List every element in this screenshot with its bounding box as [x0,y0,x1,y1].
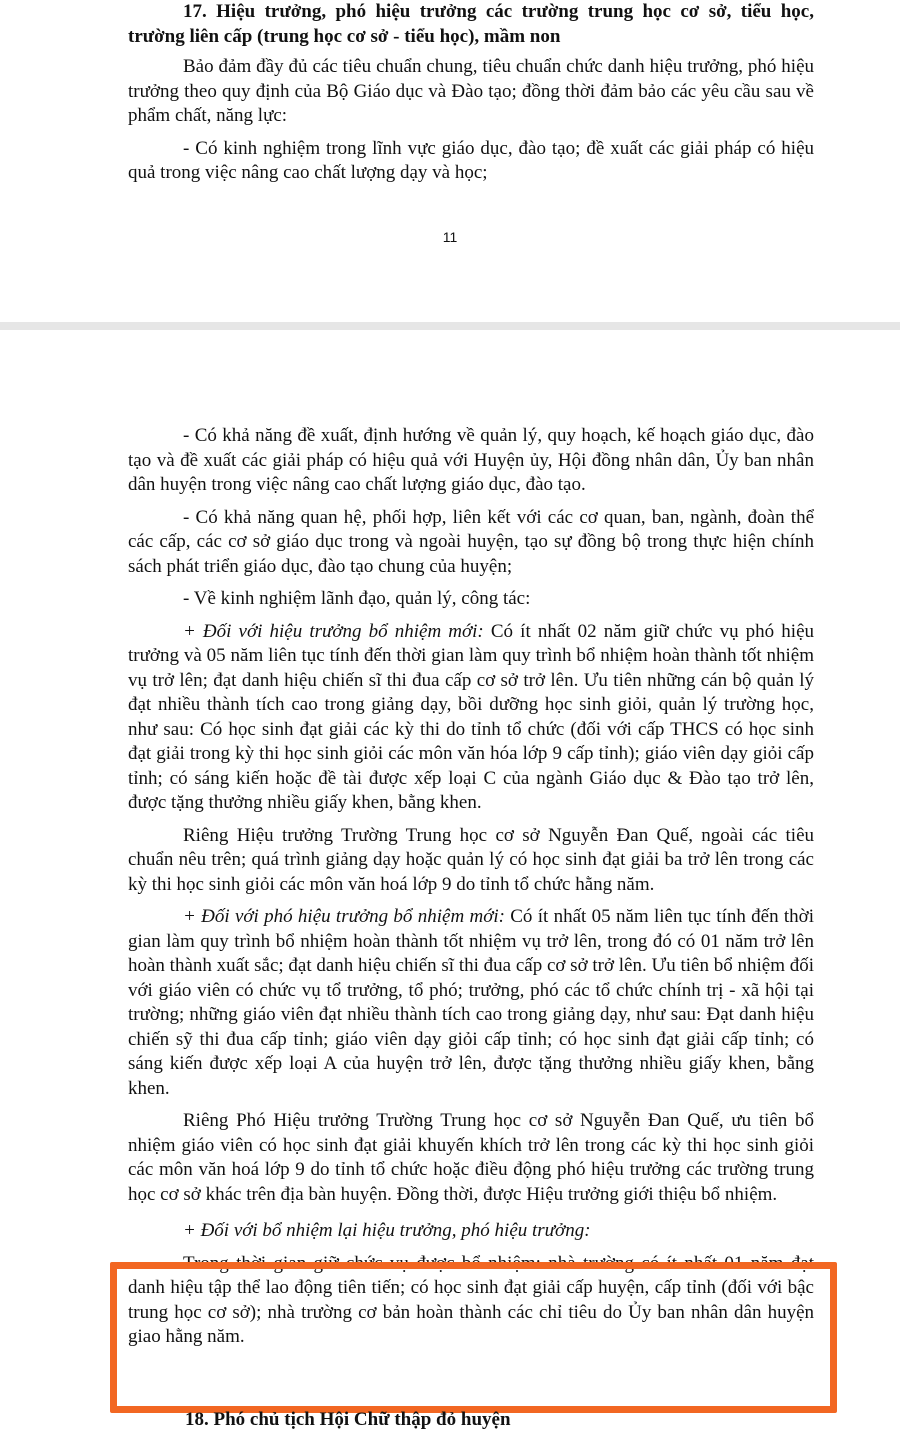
page-12-text [128,424,814,1350]
paragraph: - Có khả năng đề xuất, định hướng về quản lý, quy hoạch, kế hoạch giáo dục, đào tạo và đề xuất các giải pháp có hiệu quả với Huyện ủy, Hội đồng nhân dân, Ủy ban nhân dân huyện trong việc nâng cao chất lượng giáo dục, đào tạo. [128,425,814,495]
section-17-heading: 17. Hiệu trưởng, phó hiệu trưởng các trường trung học cơ sở, tiểu học, trường liên cấp (trung học cơ sở - tiểu học), mầm non [128,1,814,47]
paragraph: Bảo đảm đầy đủ các tiêu chuẩn chung, tiêu chuẩn chức danh hiệu trưởng, phó hiệu trưởng theo quy định của Bộ Giáo dục và Đào tạo; đồng thời đảm bảo các yêu cầu sau về phẩm chất, năng lực: [128,56,814,126]
paragraph: Trong thời gian giữ chức vụ được bổ nhiệm: nhà trường có ít nhất 01 năm đạt danh hiệu tập thể lao động tiên tiến; có học sinh đạt giải cấp huyện, cấp tỉnh (đối với bậc trung học cơ sở); nhà trường cơ bản hoàn thành các chỉ tiêu do Ủy ban nhân dân huyện giao hằng năm. [128,1252,814,1347]
italic-lead: + Đối với bổ nhiệm lại hiệu trưởng, phó hiệu trưởng: [183,1220,591,1241]
italic-lead: + Đối với phó hiệu trưởng bổ nhiệm mới: [183,906,505,927]
page-11-text [128,0,814,186]
paragraph: + Đối với phó hiệu trưởng bổ nhiệm mới: Có ít nhất 05 năm liên tục tính đến thời gian làm quy trình bổ nhiệm hoàn thành tốt nhiệm vụ trở lên, trong đó có 01 năm trở lên hoàn thành xuất sắc; đạt danh hiệu chiến sĩ thi đua cấp cơ sở trở lên. Ưu tiên bổ nhiệm đối với giáo viên có chức vụ tổ trưởng, tổ phó; trưởng, phó các tổ chức chính trị - xã hội tại trường; những giáo viên đạt nhiều thành tích cao trong giảng dạy, như sau: Đạt danh hiệu chiến sỹ thi đua cấp tỉnh; giáo viên dạy giỏi cấp tỉnh; có học sinh đạt giải cấp tỉnh; có sáng kiến được xếp loại A của huyện trở lên, được tặng thưởng nhiều giấy khen, bằng khen. [128,906,815,1099]
paragraph [128,1219,814,1244]
paragraph: - Có kinh nghiệm trong lĩnh vực giáo dục, đào tạo; đề xuất các giải pháp có hiệu quả trong việc nâng cao chất lượng dạy và học; [128,137,814,183]
document-page-11 [0,0,900,322]
italic-lead: + Đối với hiệu trưởng bổ nhiệm mới: [183,620,484,642]
section-18-heading: 18. Phó chủ tịch Hội Chữ thập đỏ huyện [185,1409,511,1430]
document-page-12 [0,330,900,1434]
paragraph: + Đối với hiệu trưởng bổ nhiệm mới: Có ít nhất 02 năm giữ chức vụ phó hiệu trưởng và 05 năm liên tục tính đến thời gian làm quy trình bổ nhiệm hoàn thành tốt nhiệm vụ trở lên; đạt danh hiệu chiến sĩ thi đua cấp cơ sở trở lên. Ưu tiên những cán bộ quản lý đạt nhiều thành tích cao trong giảng dạy, bồi dưỡng học sinh giỏi, quản lý trường học, như sau: Có học sinh đạt giải các kỳ thi do tỉnh tổ chức (đối với cấp THCS có học sinh đạt giải trong kỳ thi học sinh giỏi các môn văn hóa lớp 9 cấp tỉnh); giáo viên dạy giỏi cấp tỉnh; có sáng kiến hoặc đề tài được xếp loại C của ngành Giáo dục & Đào tạo trở lên, được tặng thưởng nhiều giấy khen, bằng khen. [128,620,815,813]
page-separator [0,322,900,330]
page-number: 11 [442,229,458,245]
paragraph: Riêng Hiệu trưởng Trường Trung học cơ sở Nguyễn Đan Quế, ngoài các tiêu chuẩn nêu trên; quá trình giảng dạy hoặc quản lý có học sinh đạt giải ba trở lên trong các kỳ thi học sinh giỏi các môn văn hoá lớp 9 do tỉnh tổ chức hằng năm. [128,824,814,895]
paragraph: - Về kinh nghiệm lãnh đạo, quản lý, công tác: [183,588,531,609]
paragraph: - Có khả năng quan hệ, phối hợp, liên kết với các cơ quan, ban, ngành, đoàn thể các cấp, các cơ sở giáo dục trong và ngoài huyện, tạo sự đồng bộ trong thực hiện chính sách phát triển giáo dục, đào tạo chung của huyện; [128,506,814,577]
paragraph: Riêng Phó Hiệu trưởng Trường Trung học cơ sở Nguyễn Đan Quế, ưu tiên bổ nhiệm giáo viên có học sinh đạt giải khuyến khích trở lên trong các kỳ thi học sinh giỏi các môn văn hoá lớp 9 do tỉnh tổ chức hoặc điều động phó hiệu trưởng các trường trung học cơ sở khác trên địa bàn huyện. Đồng thời, được Hiệu trưởng giới thiệu bổ nhiệm. [128,1110,814,1205]
